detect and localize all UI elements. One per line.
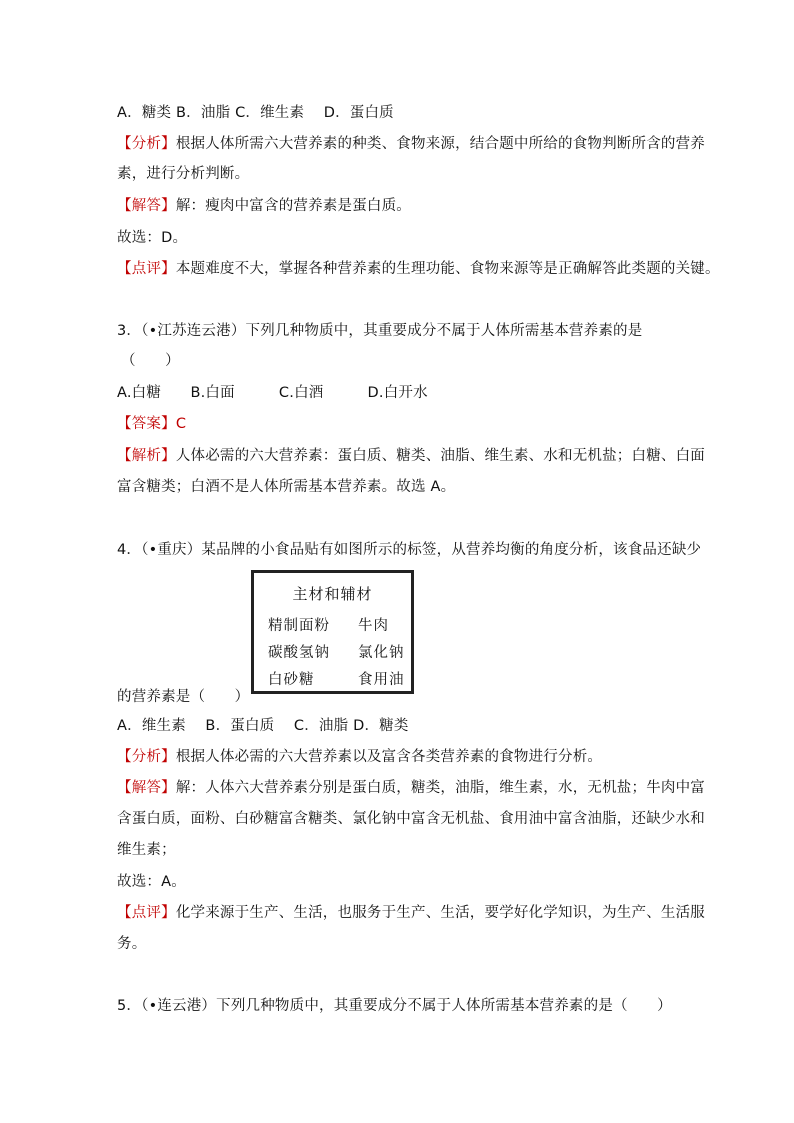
q3-explain-text: 人体必需的六大营养素：蛋白质、糖类、油脂、维生素、水和无机盐；白糖、白面 xyxy=(175,448,706,464)
food-label-item: 氯化钠 xyxy=(358,645,405,661)
q4-answer-tag: 【解答】 xyxy=(117,780,176,796)
q4-answer-line3: 维生素； xyxy=(117,842,176,858)
q2-analysis-tag: 【分析】 xyxy=(117,136,176,152)
q2-choice: 故选：D。 xyxy=(117,230,188,246)
food-label-image xyxy=(251,570,414,694)
q4-answer-line2: 含蛋白质，面粉、白砂糖富含糖类、氯化钠中富含无机盐、食用油中富含油脂，还缺少水和 xyxy=(117,811,705,827)
q2-answer-text: 解：瘦肉中富含的营养素是蛋白质。 xyxy=(175,198,412,214)
q3-stem: 3．（•江苏连云港）下列几种物质中，其重要成分不属于人体所需基本营养素的是 xyxy=(117,323,643,339)
q2-options: A．糖类 B．油脂 C．维生素 D．蛋白质 xyxy=(117,105,394,121)
q2-comment-tag: 【点评】 xyxy=(117,261,176,277)
q2-comment-text: 本题难度不大，掌握各种营养素的生理功能、食物来源等是正确解答此类题的关键。 xyxy=(175,261,720,277)
q2-answer-tag: 【解答】 xyxy=(117,198,176,214)
q3-options: A.白糖 B.白面 C.白酒 D.白开水 xyxy=(117,385,428,401)
q2-analysis-line1 xyxy=(117,134,705,154)
q2-answer-line xyxy=(117,196,411,216)
q5-stem: 5．（•连云港）下列几种物质中，其重要成分不属于人体所需基本营养素的是（ ） xyxy=(117,998,672,1014)
q4-comment-text: 化学来源于生产、生活，也服务于生产、生活，要学好化学知识，为生产、生活服 xyxy=(175,905,706,921)
q3-explain-line1 xyxy=(117,446,705,466)
q2-analysis-text: 根据人体所需六大营养素的种类、食物来源，结合题中所给的食物判断所含的营养 xyxy=(175,136,706,152)
q4-comment-line1 xyxy=(117,903,705,923)
food-label-item: 食用油 xyxy=(358,672,405,688)
food-label-item: 精制面粉 xyxy=(268,618,330,634)
q4-answer-text: 解：人体六大营养素分别是蛋白质，糖类，油脂，维生素，水，无机盐；牛肉中富 xyxy=(175,780,706,796)
food-label-item: 白砂糖 xyxy=(268,672,315,688)
q3-key-tag: 【答案】 xyxy=(117,416,176,432)
q3-explain-line2: 富含糖类；白酒不是人体所需基本营养素。故选 A。 xyxy=(117,479,456,495)
q4-analysis-tag: 【分析】 xyxy=(117,749,176,765)
q4-answer-line1 xyxy=(117,778,705,798)
q4-choice: 故选：A。 xyxy=(117,874,186,890)
food-label-item: 碳酸氢钠 xyxy=(268,645,330,661)
q4-stem-tail: 的营养素是（ ） xyxy=(117,689,250,705)
q2-comment-line xyxy=(117,259,720,279)
q3-blank: （ ） xyxy=(121,353,180,369)
q2-analysis-line2: 素，进行分析判断。 xyxy=(117,166,250,182)
food-label-title: 主材和辅材 xyxy=(292,585,373,603)
q3-key-line xyxy=(117,414,186,434)
q4-comment-tag: 【点评】 xyxy=(117,905,176,921)
q3-explain-tag: 【解析】 xyxy=(117,448,176,464)
q4-options: A．维生素 B．蛋白质 C．油脂 D．糖类 xyxy=(117,718,409,734)
food-label-item: 牛肉 xyxy=(358,618,389,634)
q4-stem: 4．（•重庆）某品牌的小食品贴有如图所示的标签，从营养均衡的角度分析，该食品还缺少 xyxy=(117,542,702,558)
q4-comment-line2: 务。 xyxy=(117,936,147,952)
q4-analysis-text: 根据人体必需的六大营养素以及富含各类营养素的食物进行分析。 xyxy=(175,749,603,765)
q4-analysis-line xyxy=(117,747,602,767)
q3-key-text: C xyxy=(175,416,187,432)
